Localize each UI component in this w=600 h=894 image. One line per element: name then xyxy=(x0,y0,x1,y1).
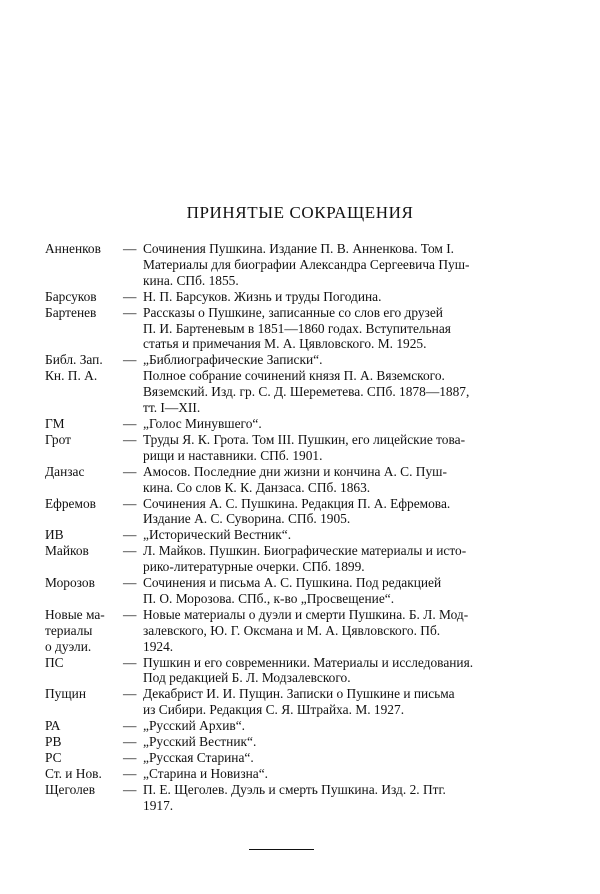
description-line: Декабрист И. И. Пущин. Записки о Пушкине и письма xyxy=(143,686,455,702)
abbreviation-description xyxy=(143,575,565,607)
abbreviation-term-line: РВ xyxy=(45,734,62,750)
abbreviation-term-line: Майков xyxy=(45,543,89,559)
abbreviation-term xyxy=(45,782,123,814)
description-line: П. И. Бартеневым в 1851—1860 годах. Вступительная xyxy=(143,320,451,336)
abbreviation-term xyxy=(45,305,123,353)
description-line: кина. Со слов К. К. Данзаса. СПб. 1863. xyxy=(143,479,371,495)
entry-dash: — xyxy=(123,352,137,368)
description-line: П. Е. Щеголев. Дуэль и смерть Пушкина. Изд. 2. Птг. xyxy=(143,781,446,797)
abbreviation-term xyxy=(45,655,123,687)
abbreviation-entry xyxy=(45,655,565,687)
entry-dash: — xyxy=(123,415,137,431)
entry-dash: — xyxy=(123,288,137,304)
abbreviation-description xyxy=(143,543,565,575)
entry-dash: — xyxy=(123,304,137,320)
description-line: тт. I—XII. xyxy=(143,400,201,416)
abbreviation-entry xyxy=(45,352,565,368)
abbreviation-term-line: Пущин xyxy=(45,686,87,702)
abbreviation-entry xyxy=(45,734,565,750)
description-line: рищи и наставники. СПб. 1901. xyxy=(143,447,323,463)
abbreviation-description xyxy=(143,416,565,432)
description-line: 1917. xyxy=(143,797,174,813)
abbreviation-term-line: Библ. Зап. xyxy=(45,352,103,368)
description-line: Рассказы о Пушкине, записанные со слов его друзей xyxy=(143,304,443,320)
abbreviation-description xyxy=(143,686,565,718)
abbreviation-term-line: Анненков xyxy=(45,241,101,256)
abbreviation-description xyxy=(143,782,565,814)
abbreviation-term xyxy=(45,416,123,432)
abbreviation-entry xyxy=(45,766,565,782)
abbreviation-description xyxy=(143,607,565,655)
abbreviation-description xyxy=(143,750,565,766)
entry-dash: — xyxy=(123,750,137,765)
description-line: Полное собрание сочинений князя П. А. Вяземского. xyxy=(143,368,445,384)
description-line: „Старина и Новизна“. xyxy=(143,765,269,781)
description-line: Сочинения Пушкина. Издание П. В. Анненкова. Том I. xyxy=(143,241,455,256)
entry-dash: — xyxy=(123,718,137,734)
abbreviation-description xyxy=(143,352,565,368)
abbreviation-term-line: Щеголев xyxy=(45,781,96,797)
entry-dash: — xyxy=(123,241,137,256)
entry-dash: — xyxy=(123,654,137,670)
entry-dash: — xyxy=(123,431,137,447)
abbreviation-entry xyxy=(45,464,565,496)
page-title: ПРИНЯТЫЕ СОКРАЩЕНИЯ xyxy=(186,203,414,222)
description-line: „Исторический Вестник“. xyxy=(143,527,292,543)
abbreviation-description xyxy=(143,241,565,289)
abbreviation-entry xyxy=(45,416,565,432)
abbreviation-term xyxy=(45,496,123,528)
description-line: „Библиографические Записки“. xyxy=(143,352,323,368)
description-line: из Сибири. Редакция С. Я. Штрайха. М. 1927. xyxy=(143,702,405,718)
description-line: Н. П. Барсуков. Жизнь и труды Погодина. xyxy=(143,288,382,304)
abbreviation-description xyxy=(143,766,565,782)
abbreviation-term xyxy=(45,527,123,543)
entry-dash: — xyxy=(123,765,137,781)
entry-dash: — xyxy=(123,606,137,622)
description-line: кина. СПб. 1855. xyxy=(143,272,239,288)
description-line: „Голос Минувшего“. xyxy=(143,415,262,431)
abbreviation-term xyxy=(45,289,123,305)
description-line: „Русский Вестник“. xyxy=(143,734,257,750)
abbreviation-entry xyxy=(45,368,565,416)
entry-dash: — xyxy=(123,734,137,750)
abbreviation-term xyxy=(45,607,123,655)
abbreviation-term xyxy=(45,734,123,750)
description-line: Амосов. Последние дни жизни и кончина А. С. Пуш- xyxy=(143,463,447,479)
abbreviations-list xyxy=(45,241,565,814)
abbreviation-term xyxy=(45,241,123,289)
description-line: Издание А. С. Суворина. СПб. 1905. xyxy=(143,511,351,527)
abbreviation-entry xyxy=(45,782,565,814)
abbreviation-description xyxy=(143,368,565,416)
abbreviation-description xyxy=(143,527,565,543)
abbreviation-entry xyxy=(45,496,565,528)
abbreviation-term-line: Барсуков xyxy=(45,288,97,304)
abbreviation-term-line: Ст. и Нов. xyxy=(45,765,102,781)
description-line: „Русская Старина“. xyxy=(143,750,254,765)
description-line: Л. Майков. Пушкин. Биографические материалы и исто- xyxy=(143,543,467,559)
abbreviation-entry xyxy=(45,575,565,607)
description-line: Под редакцией Б. Л. Модзалевского. xyxy=(143,670,351,686)
abbreviation-description xyxy=(143,718,565,734)
entry-dash: — xyxy=(123,575,137,591)
abbreviation-term-line: ИВ xyxy=(45,527,64,543)
abbreviation-term-line: РС xyxy=(45,750,62,765)
abbreviation-term-line: Ефремов xyxy=(45,495,96,511)
description-line: Материалы для биографии Александра Сергеевича Пуш- xyxy=(143,256,470,272)
abbreviation-term-line: Грот xyxy=(45,431,71,447)
abbreviation-description xyxy=(143,432,565,464)
abbreviation-term-line: РА xyxy=(45,718,61,734)
entry-dash: — xyxy=(123,463,137,479)
abbreviation-description xyxy=(143,655,565,687)
abbreviation-term xyxy=(45,718,123,734)
abbreviation-entry xyxy=(45,241,565,289)
abbreviation-entry xyxy=(45,750,565,766)
abbreviation-term-line: ПС xyxy=(45,654,64,670)
description-line: статья и примечания М. А. Цявловского. М. 1925. xyxy=(143,336,427,352)
entry-dash xyxy=(123,368,143,416)
abbreviation-description xyxy=(143,464,565,496)
abbreviation-description xyxy=(143,734,565,750)
description-line: „Русский Архив“. xyxy=(143,718,245,734)
abbreviation-term xyxy=(45,432,123,464)
abbreviation-entry xyxy=(45,686,565,718)
abbreviation-term-line: Кн. П. А. xyxy=(45,368,98,384)
abbreviation-term xyxy=(45,464,123,496)
abbreviation-term-line: ГМ xyxy=(45,415,65,431)
abbreviation-description xyxy=(143,496,565,528)
abbreviation-entry xyxy=(45,527,565,543)
entry-dash: — xyxy=(123,781,137,797)
abbreviation-entry xyxy=(45,607,565,655)
abbreviation-term-line: Морозов xyxy=(45,575,95,591)
abbreviation-term xyxy=(45,368,123,416)
description-line: Сочинения А. С. Пушкина. Редакция П. А. Ефремова. xyxy=(143,495,451,511)
footer-rule xyxy=(249,849,314,850)
abbreviation-term-line: Новые ма- xyxy=(45,606,105,622)
abbreviation-term xyxy=(45,750,123,766)
abbreviation-term-line: Данзас xyxy=(45,463,85,479)
abbreviation-term xyxy=(45,766,123,782)
description-line: 1924. xyxy=(143,638,174,654)
entry-dash: — xyxy=(123,495,137,511)
abbreviation-term-line: Бартенев xyxy=(45,304,97,320)
description-line: Вяземский. Изд. гр. С. Д. Шереметева. СПб. 1878—1887, xyxy=(143,384,470,400)
abbreviation-entry xyxy=(45,289,565,305)
abbreviation-entry xyxy=(45,718,565,734)
description-line: П. О. Морозова. СПб., к-во „Просвещение“. xyxy=(143,590,395,606)
abbreviation-description xyxy=(143,289,565,305)
description-line: Пушкин и его современники. Материалы и исследования. xyxy=(143,654,474,670)
description-line: рико-литературные очерки. СПб. 1899. xyxy=(143,559,365,575)
entry-dash: — xyxy=(123,527,137,543)
abbreviation-entry xyxy=(45,543,565,575)
abbreviation-term-line: териалы xyxy=(45,622,93,638)
abbreviation-term-line: о дуэли. xyxy=(45,638,92,654)
description-line: залевского, Ю. Г. Оксмана и М. А. Цявловского. Пб. xyxy=(143,622,441,638)
abbreviation-entry xyxy=(45,305,565,353)
entry-dash: — xyxy=(123,686,137,702)
abbreviation-description xyxy=(143,305,565,353)
abbreviation-term xyxy=(45,543,123,575)
abbreviation-term xyxy=(45,575,123,607)
entry-dash: — xyxy=(123,543,137,559)
description-line: Сочинения и письма А. С. Пушкина. Под редакцией xyxy=(143,575,442,591)
description-line: Труды Я. К. Грота. Том III. Пушкин, его лицейские това- xyxy=(143,431,466,447)
abbreviation-entry xyxy=(45,432,565,464)
abbreviation-term xyxy=(45,686,123,718)
abbreviation-term xyxy=(45,352,123,368)
description-line: Новые материалы о дуэли и смерти Пушкина. Б. Л. Мод- xyxy=(143,606,469,622)
